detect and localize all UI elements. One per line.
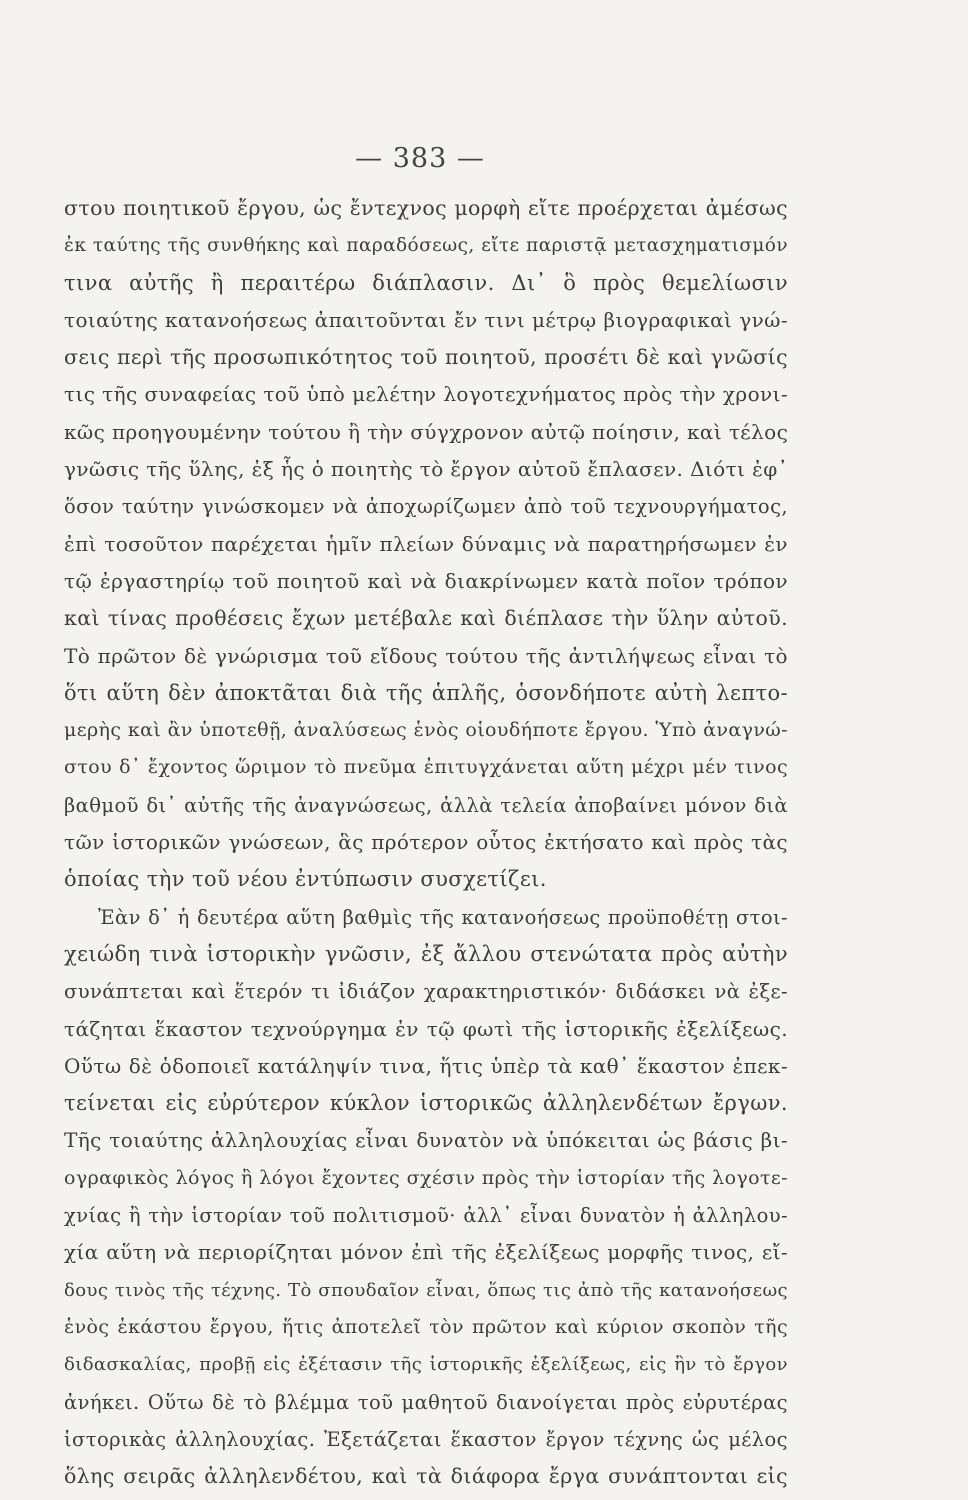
text-line: ἱστορικὰς ἀλληλουχίας. Ἐξετάζεται ἕκαστον ἔργον τέχνης ὡς μέλος [64,1427,788,1451]
text-line: τείνεται εἰς εὐρύτερον κύκλον ἱστορικῶς ἀλληλενδέτων ἔργων. [64,1091,788,1116]
text-line: στου δ᾽ ἔχοντος ὥριμον τὸ πνεῦμα ἐπιτυγχάνεται αὕτη μέχρι μέν τινος [64,756,788,779]
text-line: Τὸ πρῶτον δὲ γνώρισμα τοῦ εἴδους τούτου τῆς ἀντιλήψεως εἶναι τὸ [64,643,788,668]
text-line: μερὴς καὶ ἂν ὑποτεθῇ, ἀναλύσεως ἑνὸς οἱουδήποτε ἔργου. Ὑπὸ ἀναγνώ- [64,719,788,742]
text-line: τις τῆς συναφείας τοῦ ὑπὸ μελέτην λογοτεχνήματος πρὸς τὴν χρονι- [64,382,788,407]
body-text [64,190,788,1495]
text-line: ἐκ ταύτης τῆς συνθήκης καὶ παραδόσεως, εἴτε παριστᾷ μετασχηματισμόν [64,235,788,257]
text-line: στου ποιητικοῦ ἔργου, ὡς ἔντεχνος μορφὴ εἴτε προέρχεται ἀμέσως [64,196,788,220]
text-line: καὶ τίνας προθέσεις ἔχων μετέβαλε καὶ διέπλασε τὴν ὕλην αὐτοῦ. [64,606,788,631]
text-line: τάζηται ἕκαστον τεχνούργημα ἐν τῷ φωτὶ τῆς ἱστορικῆς ἐξελίξεως. [64,1016,788,1041]
text-line: δους τινὸς τῆς τέχνης. Τὸ σπουδαῖον εἶναι, ὅπως τις ἀπὸ τῆς κατανοήσεως [64,1279,788,1301]
text-line: διδασκαλίας, προβῇ εἰς ἐξέτασιν τῆς ἱστορικῆς ἐξελίξεως, εἰς ἣν τὸ ἔργον [64,1354,788,1376]
paragraph-1 [64,190,788,899]
text-line: ὅλης σειρᾶς ἀλληλενδέτου, καὶ τὰ διάφορα ἔργα συνάπτονται εἰς [64,1464,788,1489]
text-line: σεις περὶ τῆς προσωπικότητος τοῦ ποιητοῦ, προσέτι δὲ καὶ γνῶσίς [64,345,788,370]
paragraph-2 [64,899,788,1496]
text-line: χειώδη τινὰ ἱστορικὴν γνῶσιν, ἐξ ἄλλου στενώτατα πρὸς αὐτὴν [64,941,788,966]
text-line: τοιαύτης κατανοήσεως ἀπαιτοῦνται ἔν τινι μέτρῳ βιογραφικαὶ γνώ- [64,307,788,332]
text-line: ὁποίας τὴν τοῦ νέου ἐντύπωσιν συσχετίζει. [64,867,547,892]
text-line: ογραφικὸς λόγος ἢ λόγοι ἔχοντες σχέσιν πρὸς τὴν ἱστορίαν τῆς λογοτε- [64,1166,788,1189]
text-line: ὅτι αὕτη δὲν ἀποκτᾶται διὰ τῆς ἁπλῆς, ὁσονδήποτε αὐτὴ λεπτο- [64,680,788,705]
text-line: Ἐὰν δ᾽ ἡ δευτέρα αὕτη βαθμὶς τῆς κατανοήσεως προϋποθέτῃ στοι- [98,905,788,929]
text-line: ὅσον ταύτην γινώσκομεν νὰ ἀποχωρίζωμεν ἀπὸ τοῦ τεχνουργήματος, [64,495,788,519]
text-line: τῷ ἐργαστηρίῳ τοῦ ποιητοῦ καὶ νὰ διακρίνωμεν κατὰ ποῖον τρόπον [64,568,788,593]
text-line: ἐπὶ τοσοῦτον παρέχεται ἡμῖν πλείων δύναμις νὰ παρατηρήσωμεν ἐν [64,531,788,556]
text-line: βαθμοῦ δι᾽ αὐτῆς τῆς ἀναγνώσεως, ἀλλὰ τελεία ἀποβαίνει μόνον διὰ [64,793,788,817]
text-line: τινα αὐτῆς ἢ περαιτέρω διάπλασιν. Δι᾽ ὃ πρὸς θεμελίωσιν [64,270,788,295]
text-line: χνίας ἢ τὴν ἱστορίαν τοῦ πολιτισμοῦ· ἀλλ᾽ εἶναι δυνατὸν ἡ ἀλληλου- [64,1204,788,1228]
page-number: — 383 — [355,143,485,174]
text-line: τῶν ἱστορικῶν γνώσεων, ἃς πρότερον οὗτος ἐκτήσατο καὶ πρὸς τὰς [64,830,788,855]
text-line: γνῶσις τῆς ὕλης, ἐξ ἧς ὁ ποιητὴς τὸ ἔργον αὐτοῦ ἔπλασεν. Διότι ἐφ᾽ [64,457,788,482]
text-line: χία αὕτη νὰ περιορίζηται μόνον ἐπὶ τῆς ἐξελίξεως μορφῆς τινος, εἴ- [64,1240,788,1265]
text-line: ἑνὸς ἑκάστου ἔργου, ἥτις ἀποτελεῖ τὸν πρῶτον καὶ κύριον σκοπὸν τῆς [64,1315,788,1338]
text-line: κῶς προηγουμένην τούτου ἢ τὴν σύγχρονον αὐτῷ ποίησιν, καὶ τέλος [64,419,789,444]
text-line: Οὕτω δὲ ὁδοποιεῖ κατάληψίν τινα, ἥτις ὑπὲρ τὰ καθ᾽ ἕκαστον ἐπεκ- [64,1053,788,1078]
text-line: Τῆς τοιαύτης ἀλληλουχίας εἶναι δυνατὸν νὰ ὑπόκειται ὡς βάσις βι- [64,1128,788,1153]
text-line: συνάπτεται καὶ ἕτερόν τι ἰδιάζον χαρακτηριστικόν· διδάσκει νὰ ἐξε- [64,980,788,1004]
text-line: ἀνήκει. Οὕτω δὲ τὸ βλέμμα τοῦ μαθητοῦ διανοίγεται πρὸς εὐρυτέρας [64,1390,788,1414]
